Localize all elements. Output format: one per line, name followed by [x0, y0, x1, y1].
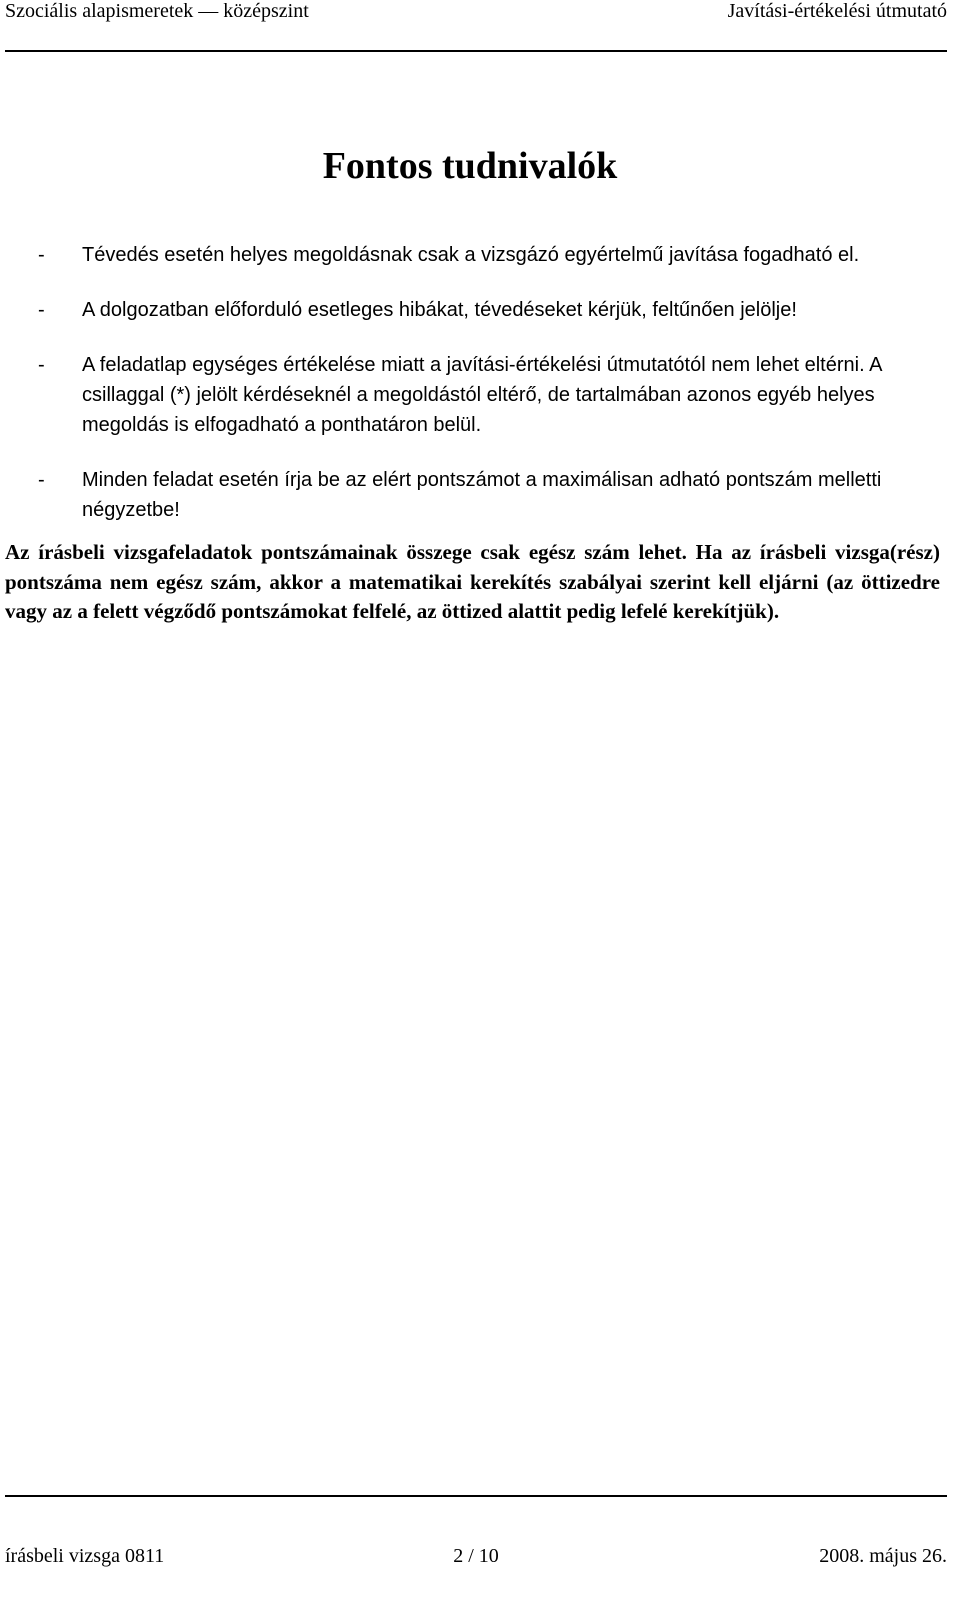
footer-page-number: 2 / 10	[453, 1545, 499, 1567]
list-dash: -	[38, 354, 45, 376]
list-dash: -	[38, 469, 45, 491]
list-item	[5, 240, 940, 270]
footer-date: 2008. május 26.	[819, 1545, 947, 1567]
footer-exam-code: írásbeli vizsga 0811	[5, 1545, 165, 1567]
list-dash: -	[38, 299, 45, 321]
page-title: Fontos tudnivalók	[322, 145, 618, 187]
note-text: Minden feladat esetén írja be az elért pontszámot a maximálisan adható pontszám melletti négyzetbe!	[82, 469, 882, 521]
note-text: A dolgozatban előforduló esetleges hibákat, tévedéseket kérjük, feltűnően jelölje!	[82, 299, 797, 321]
list-item	[5, 465, 940, 525]
header-subject: Szociális alapismeretek — középszint	[5, 0, 309, 22]
page-footer	[5, 1495, 947, 1567]
rounding-rule-paragraph: Az írásbeli vizsgafeladatok pontszámainak összege csak egész szám lehet. Ha az írásbeli vizsga(rész) pontszáma nem egész szám, akkor a matematikai kerekítés szabályai szerint kell eljárni (az öttizedre vagy az a felett végződő pontszámokat felfelé, az öttized alattit pedig lefelé kerekítjük).	[5, 540, 940, 623]
note-text: Tévedés esetén helyes megoldásnak csak a vizsgázó egyértelmű javítása fogadható el.	[82, 244, 860, 266]
list-item	[5, 295, 940, 325]
note-text: A feladatlap egységes értékelése miatt a javítási-értékelési útmutatótól nem lehet eltérni. A csillaggal (*) jelölt kérdéseknél a megoldástól eltérő, de tartalmában azonos egyéb helyes megoldás is elfogadható a ponthatáron belül.	[82, 354, 882, 436]
list-item	[5, 350, 940, 440]
list-dash: -	[38, 244, 45, 266]
header-doc-type: Javítási-értékelési útmutató	[727, 0, 947, 22]
page-header	[5, 0, 947, 52]
notes-list	[5, 240, 940, 550]
